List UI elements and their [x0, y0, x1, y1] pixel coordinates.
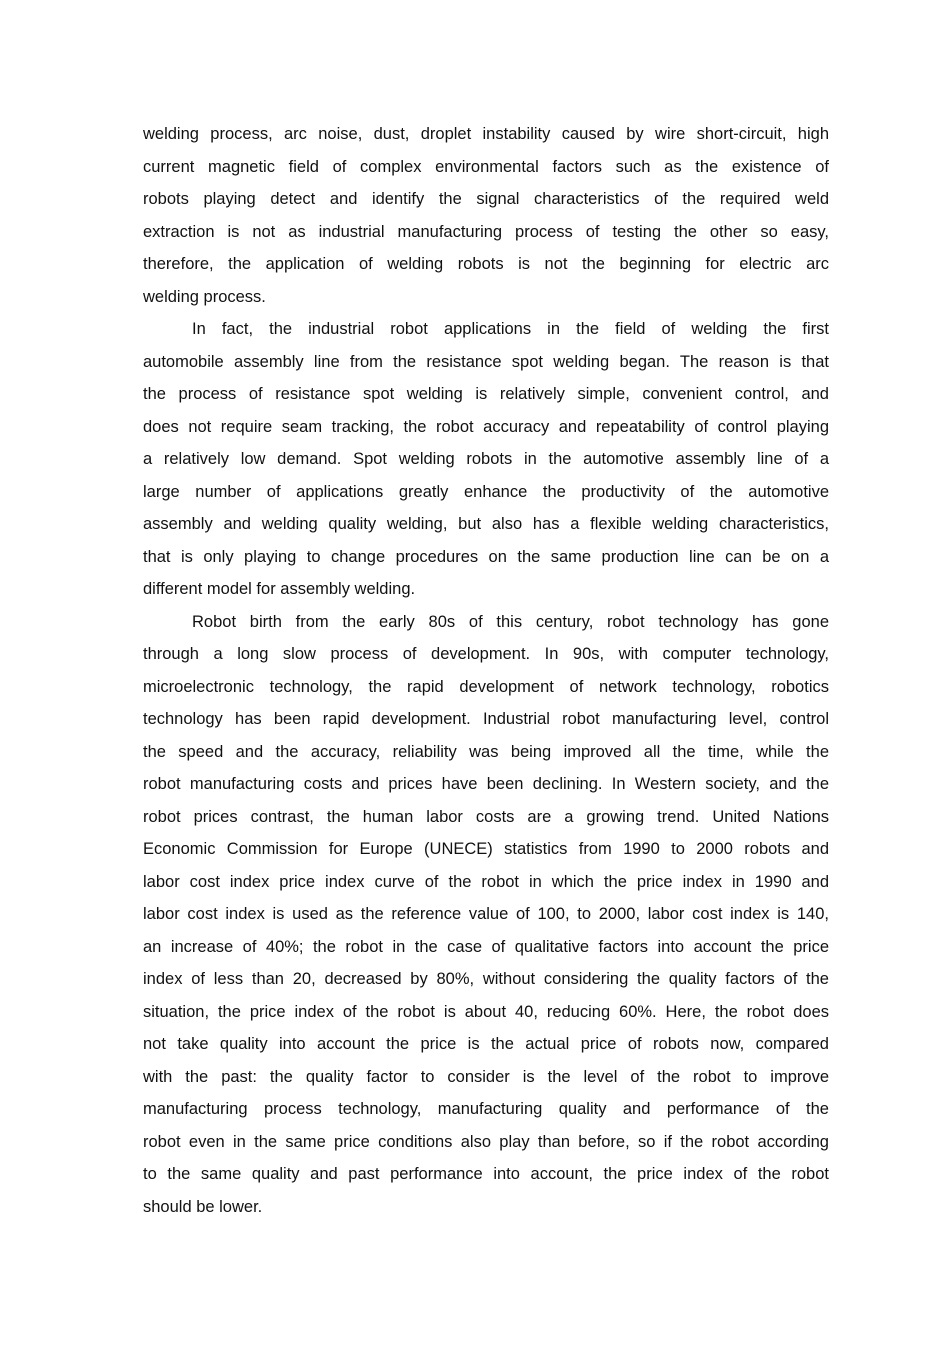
text-line: labor cost index is used as the reference value of 100, to 2000, labor cost index is 140, [143, 905, 829, 923]
text-line: large number of applications greatly enhance the productivity of the automotive [143, 482, 829, 501]
text-line: that is only playing to change procedures on the same production line can be on a [143, 547, 829, 566]
text-line: Robot birth from the early 80s of this century, robot technology has gone [192, 612, 829, 631]
text-line: therefore, the application of welding robots is not the beginning for electric arc [143, 255, 829, 273]
text-line: robots playing detect and identify the signal characteristics of the required weld [143, 190, 829, 208]
text-line: manufacturing process technology, manufacturing quality and performance of the [143, 1100, 829, 1118]
text-line: an increase of 40%; the robot in the case of qualitative factors into account the price [143, 937, 829, 956]
text-line: current magnetic field of complex environmental factors such as the existence of [143, 157, 829, 176]
text-line: index of less than 20, decreased by 80%, without considering the quality factors of the [143, 970, 829, 988]
text-line: welding process, arc noise, dust, droplet instability caused by wire short-circuit, high [143, 125, 829, 143]
text-line: different model for assembly welding. [143, 580, 416, 598]
text-line: to the same quality and past performance into account, the price index of the robot [143, 1165, 829, 1183]
text-line: the process of resistance spot welding is relatively simple, convenient control, and [143, 385, 829, 403]
text-line: does not require seam tracking, the robot accuracy and repeatability of control playing [143, 417, 829, 436]
text-line: should be lower. [143, 1197, 263, 1216]
text-line: not take quality into account the price is the actual price of robots now, compared [143, 1035, 829, 1053]
text-line: In fact, the industrial robot applications in the field of welding the first [192, 320, 829, 338]
text-line: the speed and the accuracy, reliability was being improved all the time, while the [143, 742, 829, 761]
paragraph [143, 313, 829, 606]
text-line: robot even in the same price conditions also play than before, so if the robot according [143, 1132, 829, 1151]
text-line: situation, the price index of the robot is about 40, reducing 60%. Here, the robot does [143, 1002, 829, 1021]
paragraph [143, 606, 829, 1224]
text-line: robot manufacturing costs and prices have been declining. In Western society, and the [143, 775, 829, 793]
text-line: microelectronic technology, the rapid development of network technology, robotics [143, 677, 829, 696]
text-line: robot prices contrast, the human labor costs are a growing trend. United Nations [143, 807, 829, 826]
text-line: labor cost index price index curve of the robot in which the price index in 1990 and [143, 872, 829, 891]
text-line: assembly and welding quality welding, but also has a flexible welding characteristics, [143, 515, 829, 533]
text-line: Economic Commission for Europe (UNECE) statistics from 1990 to 2000 robots and [143, 840, 829, 858]
body-text [143, 118, 829, 1223]
text-line: welding process. [143, 287, 266, 306]
text-line: a relatively low demand. Spot welding robots in the automotive assembly line of a [143, 450, 829, 468]
text-line: automobile assembly line from the resistance spot welding began. The reason is that [143, 352, 829, 371]
text-line: through a long slow process of development. In 90s, with computer technology, [143, 645, 829, 663]
paragraph [143, 118, 829, 313]
text-line: with the past: the quality factor to consider is the level of the robot to improve [143, 1067, 829, 1086]
text-line: extraction is not as industrial manufacturing process of testing the other so easy, [143, 222, 829, 241]
text-line: technology has been rapid development. Industrial robot manufacturing level, control [143, 710, 829, 728]
